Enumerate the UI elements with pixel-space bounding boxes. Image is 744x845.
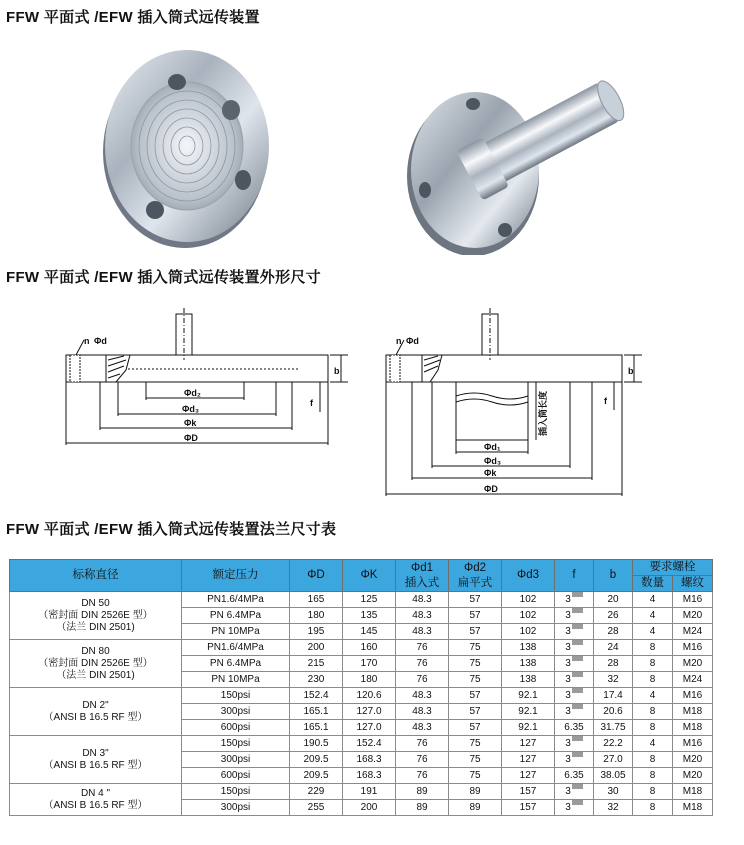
header-bolt-qty: 数量: [633, 576, 673, 592]
cell-qty: 8: [633, 768, 673, 784]
cell-d1: 76: [396, 752, 449, 768]
cell-thread: M18: [673, 704, 713, 720]
cell-d3: 102: [502, 592, 555, 608]
superscript-mark-icon: [572, 608, 583, 613]
label-n: n: [84, 336, 90, 346]
cell-K: 120.6: [343, 688, 396, 704]
label-k: Φk: [484, 468, 497, 478]
cell-d1: 89: [396, 784, 449, 800]
cell-d2: 75: [449, 672, 502, 688]
cell-d1: 76: [396, 672, 449, 688]
cell-b: 28: [594, 656, 633, 672]
cell-thread: M16: [673, 640, 713, 656]
table-row: [10, 688, 713, 704]
superscript-mark-icon: [572, 784, 583, 789]
cell-d2: 57: [449, 720, 502, 736]
cell-d3: 157: [502, 784, 555, 800]
section-title-flange-table: FFW 平面式 /EFW 插入筒式远传装置法兰尺寸表: [6, 521, 337, 538]
header-d2: Φd2 扁平式: [449, 560, 502, 592]
cell-qty: 8: [633, 640, 673, 656]
cell-D: 209.5: [290, 752, 343, 768]
cell-D: 165.1: [290, 720, 343, 736]
cell-d1: 76: [396, 768, 449, 784]
superscript-mark-icon: [572, 656, 583, 661]
cell-d1: 48.3: [396, 688, 449, 704]
cell-f: 3: [555, 656, 594, 672]
cell-f: 3: [555, 784, 594, 800]
cell-f: 6.35: [555, 720, 594, 736]
cell-pressure: 600psi: [182, 768, 290, 784]
nominal-line: DN 4 ": [80, 787, 111, 799]
label-insert-length: 插入筒长度: [538, 390, 548, 436]
label-b: b: [334, 366, 340, 376]
cell-d1: 48.3: [396, 704, 449, 720]
cell-pressure: PN1.6/4MPa: [182, 640, 290, 656]
cell-thread: M18: [673, 800, 713, 816]
cell-D: 165.1: [290, 704, 343, 720]
cell-d1: 48.3: [396, 592, 449, 608]
cell-f: 3: [555, 752, 594, 768]
cell-nominal-diameter: [10, 640, 182, 688]
cell-thread: M16: [673, 688, 713, 704]
cell-K: 145: [343, 624, 396, 640]
cell-b: 24: [594, 640, 633, 656]
cell-d1: 89: [396, 800, 449, 816]
cell-D: 215: [290, 656, 343, 672]
label-phi-d: Φd: [94, 336, 107, 346]
cell-qty: 8: [633, 800, 673, 816]
cell-D: 195: [290, 624, 343, 640]
label-D: ΦD: [184, 433, 198, 443]
cell-D: 230: [290, 672, 343, 688]
cell-pressure: 150psi: [182, 784, 290, 800]
table-body: [10, 592, 713, 816]
cell-qty: 4: [633, 592, 673, 608]
cell-d3: 92.1: [502, 720, 555, 736]
cell-D: 255: [290, 800, 343, 816]
cell-pressure: 150psi: [182, 688, 290, 704]
label-d2: Φd₂: [184, 388, 201, 398]
cell-d3: 127: [502, 768, 555, 784]
cell-d3: 138: [502, 672, 555, 688]
label-d1: Φd₁: [484, 442, 501, 452]
cell-pressure: 600psi: [182, 720, 290, 736]
flat-flange-photo: [95, 40, 280, 255]
header-b: b: [594, 560, 633, 592]
cell-pressure: 300psi: [182, 800, 290, 816]
table-row: [10, 736, 713, 752]
cell-b: 26: [594, 608, 633, 624]
cell-nominal-diameter: [10, 688, 182, 736]
insert-type-dimension-drawing: [372, 300, 642, 515]
cell-pressure: PN 10MPa: [182, 672, 290, 688]
superscript-mark-icon: [572, 752, 583, 757]
superscript-mark-icon: [572, 800, 583, 805]
cell-qty: 4: [633, 608, 673, 624]
cell-qty: 8: [633, 752, 673, 768]
cell-thread: M16: [673, 736, 713, 752]
cell-pressure: PN1.6/4MPa: [182, 592, 290, 608]
nominal-line: （密封面 DIN 2526E 型）: [38, 609, 153, 621]
cell-d3: 102: [502, 624, 555, 640]
cell-d3: 127: [502, 752, 555, 768]
label-d3: Φd₃: [182, 404, 200, 414]
cell-K: 191: [343, 784, 396, 800]
cell-pressure: 300psi: [182, 752, 290, 768]
cell-b: 20.6: [594, 704, 633, 720]
nominal-line: （ANSI B 16.5 RF 型）: [43, 799, 148, 811]
cell-d2: 75: [449, 736, 502, 752]
cell-b: 17.4: [594, 688, 633, 704]
cell-d2: 57: [449, 592, 502, 608]
cell-K: 125: [343, 592, 396, 608]
superscript-mark-icon: [572, 688, 583, 693]
cell-qty: 8: [633, 672, 673, 688]
cell-d2: 89: [449, 784, 502, 800]
cell-K: 170: [343, 656, 396, 672]
superscript-mark-icon: [572, 736, 583, 741]
cell-b: 38.05: [594, 768, 633, 784]
cell-D: 165: [290, 592, 343, 608]
cell-D: 209.5: [290, 768, 343, 784]
flat-type-dimension-drawing: [48, 300, 348, 470]
cell-d1: 48.3: [396, 624, 449, 640]
section-title-dimensions: FFW 平面式 /EFW 插入筒式远传装置外形尺寸: [6, 269, 321, 286]
flange-dimension-table: [9, 559, 713, 816]
label-D: ΦD: [484, 484, 498, 494]
cell-d2: 57: [449, 688, 502, 704]
cell-thread: M18: [673, 720, 713, 736]
table-row: [10, 640, 713, 656]
cell-thread: M24: [673, 624, 713, 640]
cell-K: 152.4: [343, 736, 396, 752]
cell-d1: 48.3: [396, 720, 449, 736]
cell-f: 3: [555, 688, 594, 704]
cell-K: 160: [343, 640, 396, 656]
cell-D: 190.5: [290, 736, 343, 752]
cell-thread: M16: [673, 592, 713, 608]
superscript-mark-icon: [572, 672, 583, 677]
cell-b: 32: [594, 800, 633, 816]
superscript-mark-icon: [572, 640, 583, 645]
cell-qty: 4: [633, 688, 673, 704]
header-bolt-thread: 螺纹: [673, 576, 713, 592]
cell-pressure: PN 10MPa: [182, 624, 290, 640]
cell-pressure: 300psi: [182, 704, 290, 720]
cell-D: 229: [290, 784, 343, 800]
nominal-line: DN 3": [82, 747, 109, 759]
cell-qty: 8: [633, 656, 673, 672]
cell-qty: 8: [633, 720, 673, 736]
label-phi-d: Φd: [406, 336, 419, 346]
table-row: [10, 592, 713, 608]
cell-d2: 75: [449, 656, 502, 672]
cell-pressure: PN 6.4MPa: [182, 608, 290, 624]
cell-f: 6.35: [555, 768, 594, 784]
label-f: f: [310, 398, 313, 408]
cell-f: 3: [555, 640, 594, 656]
cell-f: 3: [555, 592, 594, 608]
label-d3: Φd₃: [484, 456, 502, 466]
extended-flange-photo: [395, 40, 630, 255]
superscript-mark-icon: [572, 624, 583, 629]
cell-d3: 138: [502, 640, 555, 656]
cell-f: 3: [555, 800, 594, 816]
nominal-line: DN 2": [82, 699, 109, 711]
nominal-line: DN 50: [81, 597, 110, 609]
cell-d3: 127: [502, 736, 555, 752]
header-nominal-diameter: 标称直径: [10, 560, 182, 592]
cell-D: 152.4: [290, 688, 343, 704]
header-rated-pressure: 额定压力: [182, 560, 290, 592]
cell-f: 3: [555, 672, 594, 688]
cell-d2: 57: [449, 704, 502, 720]
table-row: [10, 784, 713, 800]
cell-thread: M18: [673, 784, 713, 800]
cell-K: 168.3: [343, 752, 396, 768]
cell-thread: M20: [673, 608, 713, 624]
nominal-line: （法兰 DIN 2501): [56, 621, 135, 633]
cell-d3: 92.1: [502, 688, 555, 704]
nominal-line: （密封面 DIN 2526E 型）: [38, 657, 153, 669]
cell-K: 127.0: [343, 704, 396, 720]
header-f: f: [555, 560, 594, 592]
cell-b: 28: [594, 624, 633, 640]
cell-d1: 48.3: [396, 608, 449, 624]
superscript-mark-icon: [572, 704, 583, 709]
nominal-line: （ANSI B 16.5 RF 型）: [43, 711, 148, 723]
cell-d1: 76: [396, 736, 449, 752]
section-title-product: FFW 平面式 /EFW 插入筒式远传装置: [6, 9, 260, 26]
cell-qty: 8: [633, 784, 673, 800]
cell-d2: 75: [449, 640, 502, 656]
cell-d2: 57: [449, 608, 502, 624]
label-f: f: [604, 396, 607, 406]
label-b: b: [628, 366, 634, 376]
cell-thread: M20: [673, 656, 713, 672]
header-d1: Φd1 插入式: [396, 560, 449, 592]
cell-nominal-diameter: [10, 592, 182, 640]
cell-qty: 4: [633, 624, 673, 640]
cell-thread: M20: [673, 768, 713, 784]
cell-K: 127.0: [343, 720, 396, 736]
cell-D: 180: [290, 608, 343, 624]
cell-d2: 75: [449, 768, 502, 784]
cell-b: 20: [594, 592, 633, 608]
nominal-line: （ANSI B 16.5 RF 型）: [43, 759, 148, 771]
cell-d2: 57: [449, 624, 502, 640]
cell-nominal-diameter: [10, 784, 182, 816]
header-K: ΦK: [343, 560, 396, 592]
cell-d1: 76: [396, 640, 449, 656]
cell-d3: 92.1: [502, 704, 555, 720]
cell-b: 31.75: [594, 720, 633, 736]
cell-pressure: 150psi: [182, 736, 290, 752]
cell-thread: M24: [673, 672, 713, 688]
cell-K: 200: [343, 800, 396, 816]
cell-D: 200: [290, 640, 343, 656]
cell-b: 32: [594, 672, 633, 688]
cell-b: 30: [594, 784, 633, 800]
cell-f: 3: [555, 736, 594, 752]
cell-d1: 76: [396, 656, 449, 672]
cell-b: 22.2: [594, 736, 633, 752]
cell-d3: 157: [502, 800, 555, 816]
cell-f: 3: [555, 624, 594, 640]
cell-d3: 102: [502, 608, 555, 624]
cell-b: 27.0: [594, 752, 633, 768]
label-n: n: [396, 336, 402, 346]
cell-K: 168.3: [343, 768, 396, 784]
label-k: Φk: [184, 418, 197, 428]
cell-qty: 4: [633, 736, 673, 752]
cell-thread: M20: [673, 752, 713, 768]
cell-f: 3: [555, 704, 594, 720]
header-d3: Φd3: [502, 560, 555, 592]
cell-d2: 89: [449, 800, 502, 816]
cell-K: 135: [343, 608, 396, 624]
superscript-mark-icon: [572, 592, 583, 597]
header-D: ΦD: [290, 560, 343, 592]
cell-d3: 138: [502, 656, 555, 672]
nominal-line: （法兰 DIN 2501): [56, 669, 135, 681]
cell-d2: 75: [449, 752, 502, 768]
cell-qty: 8: [633, 704, 673, 720]
cell-f: 3: [555, 608, 594, 624]
cell-nominal-diameter: [10, 736, 182, 784]
cell-pressure: PN 6.4MPa: [182, 656, 290, 672]
header-required-bolts: 要求螺栓: [633, 560, 713, 576]
nominal-line: DN 80: [81, 645, 110, 657]
cell-K: 180: [343, 672, 396, 688]
